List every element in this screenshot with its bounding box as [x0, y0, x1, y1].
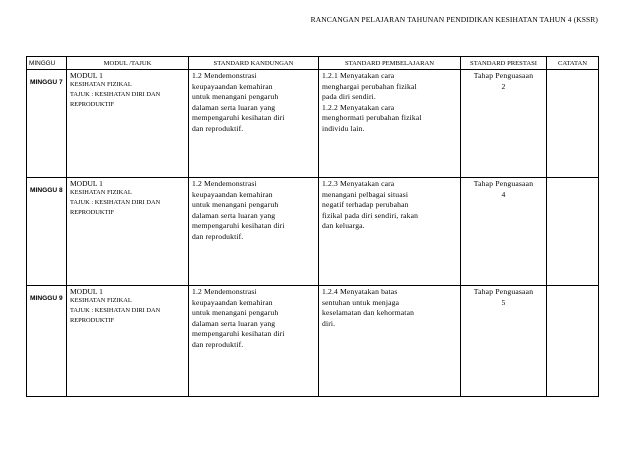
- cell-modul: [67, 178, 189, 286]
- kandungan-line: untuk menangani pengaruh: [192, 200, 279, 210]
- kandungan-line: keupayaandan kemahiran: [192, 297, 273, 307]
- kandungan-line: dan reproduktif.: [192, 339, 244, 349]
- table-row: [27, 178, 599, 286]
- table-row: [27, 286, 599, 397]
- header-pembelajaran: STANDARD PEMBELAJARAN: [319, 57, 461, 70]
- kandungan-line: keupayaandan kemahiran: [192, 81, 273, 91]
- pembelajaran-line: keselamatan dan kehormatan: [322, 308, 415, 318]
- prestasi-level: 2: [501, 81, 506, 91]
- kandungan-line: dalaman serta luaran yang: [192, 210, 276, 220]
- pembelajaran-line: menghormati perubahan fizikal: [322, 113, 422, 123]
- modul-area: KESIHATAN FIZIKAL: [70, 297, 132, 304]
- header-catatan: CATATAN: [547, 57, 599, 70]
- pembelajaran-line: diri.: [322, 318, 336, 328]
- modul-area: KESIHATAN FIZIKAL: [70, 189, 132, 196]
- pembelajaran-line: sentuhan untuk menjaga: [322, 297, 400, 307]
- header-prestasi: STANDARD PRESTASI: [461, 57, 547, 70]
- cell-prestasi: [461, 178, 547, 286]
- kandungan-line: dan reproduktif.: [192, 231, 244, 241]
- cell-prestasi: [461, 70, 547, 178]
- kandungan-line: keupayaandan kemahiran: [192, 189, 273, 199]
- cell-kandungan: [189, 70, 319, 178]
- header-kandungan: STANDARD KANDUNGAN: [189, 57, 319, 70]
- pembelajaran-line: menangani pelbagai situasi: [322, 189, 409, 199]
- cell-catatan: [547, 178, 599, 286]
- prestasi-level: 5: [501, 297, 506, 307]
- cell-minggu: [27, 286, 67, 397]
- cell-catatan: [547, 70, 599, 178]
- cell-kandungan: [189, 178, 319, 286]
- modul-topic-cont: REPRODUKTIF: [70, 317, 115, 324]
- modul-label: MODUL 1: [70, 179, 103, 188]
- kandungan-line: dalaman serta luaran yang: [192, 102, 276, 112]
- pembelajaran-line: menghargai perubahan fizikal: [322, 81, 417, 91]
- cell-modul: [67, 70, 189, 178]
- kandungan-line: mempengaruhi kesihatan diri: [192, 329, 285, 339]
- modul-label: MODUL 1: [70, 287, 103, 296]
- kandungan-line: dan reproduktif.: [192, 123, 244, 133]
- kandungan-line: 1.2 Mendemonstrasi: [192, 71, 257, 80]
- week-label: MINGGU 7: [30, 79, 63, 86]
- table-row: [27, 70, 599, 178]
- prestasi-label: Tahap Penguasaan: [473, 287, 534, 296]
- pembelajaran-line: 1.2.4 Menyatakan batas: [322, 287, 398, 296]
- pembelajaran-line: 1.2.3 Menyatakan cara: [322, 179, 395, 188]
- modul-topic: TAJUK : KESIHATAN DIRI DAN: [70, 91, 161, 98]
- pembelajaran-line: 1.2.1 Menyatakan cara: [322, 71, 395, 80]
- pembelajaran-line: pada diri sendiri.: [322, 92, 376, 102]
- kandungan-line: 1.2 Mendemonstrasi: [192, 179, 257, 188]
- modul-topic: TAJUK : KESIHATAN DIRI DAN: [70, 199, 161, 206]
- kandungan-line: mempengaruhi kesihatan diri: [192, 113, 285, 123]
- prestasi-label: Tahap Penguasaan: [473, 179, 534, 188]
- modul-area: KESIHATAN FIZIKAL: [70, 81, 132, 88]
- prestasi-level: 4: [501, 189, 506, 199]
- prestasi-label: Tahap Penguasaan: [473, 71, 534, 80]
- cell-pembelajaran: [319, 286, 461, 397]
- modul-topic-cont: REPRODUKTIF: [70, 101, 115, 108]
- header-minggu: MINGGU: [27, 57, 67, 70]
- modul-label: MODUL 1: [70, 71, 103, 80]
- cell-minggu: [27, 70, 67, 178]
- week-label: MINGGU 9: [30, 295, 63, 302]
- modul-topic-cont: REPRODUKTIF: [70, 209, 115, 216]
- kandungan-line: mempengaruhi kesihatan diri: [192, 221, 285, 231]
- pembelajaran-line: negatif terhadap perubahan: [322, 200, 409, 210]
- header-modul: MODUL /TAJUK: [67, 57, 189, 70]
- kandungan-line: dalaman serta luaran yang: [192, 318, 276, 328]
- cell-prestasi: [461, 286, 547, 397]
- pembelajaran-line: individu lain.: [322, 123, 365, 133]
- kandungan-line: 1.2 Mendemonstrasi: [192, 287, 257, 296]
- cell-kandungan: [189, 286, 319, 397]
- lesson-plan-table: [26, 56, 599, 397]
- pembelajaran-line: 1.2.2 Menyatakan cara: [322, 102, 395, 112]
- kandungan-line: untuk menangani pengaruh: [192, 92, 279, 102]
- cell-catatan: [547, 286, 599, 397]
- document-title: RANCANGAN PELAJARAN TAHUNAN PENDIDIKAN KESIHATAN TAHUN 4 (KSSR): [310, 15, 598, 24]
- week-label: MINGGU 8: [30, 187, 63, 194]
- table-header-row: [27, 57, 599, 70]
- cell-minggu: [27, 178, 67, 286]
- modul-topic: TAJUK : KESIHATAN DIRI DAN: [70, 307, 161, 314]
- pembelajaran-line: fizikal pada diri sendiri, rakan: [322, 210, 419, 220]
- kandungan-line: untuk menangani pengaruh: [192, 308, 279, 318]
- pembelajaran-line: dan keluarga.: [322, 221, 365, 231]
- cell-pembelajaran: [319, 70, 461, 178]
- cell-pembelajaran: [319, 178, 461, 286]
- cell-modul: [67, 286, 189, 397]
